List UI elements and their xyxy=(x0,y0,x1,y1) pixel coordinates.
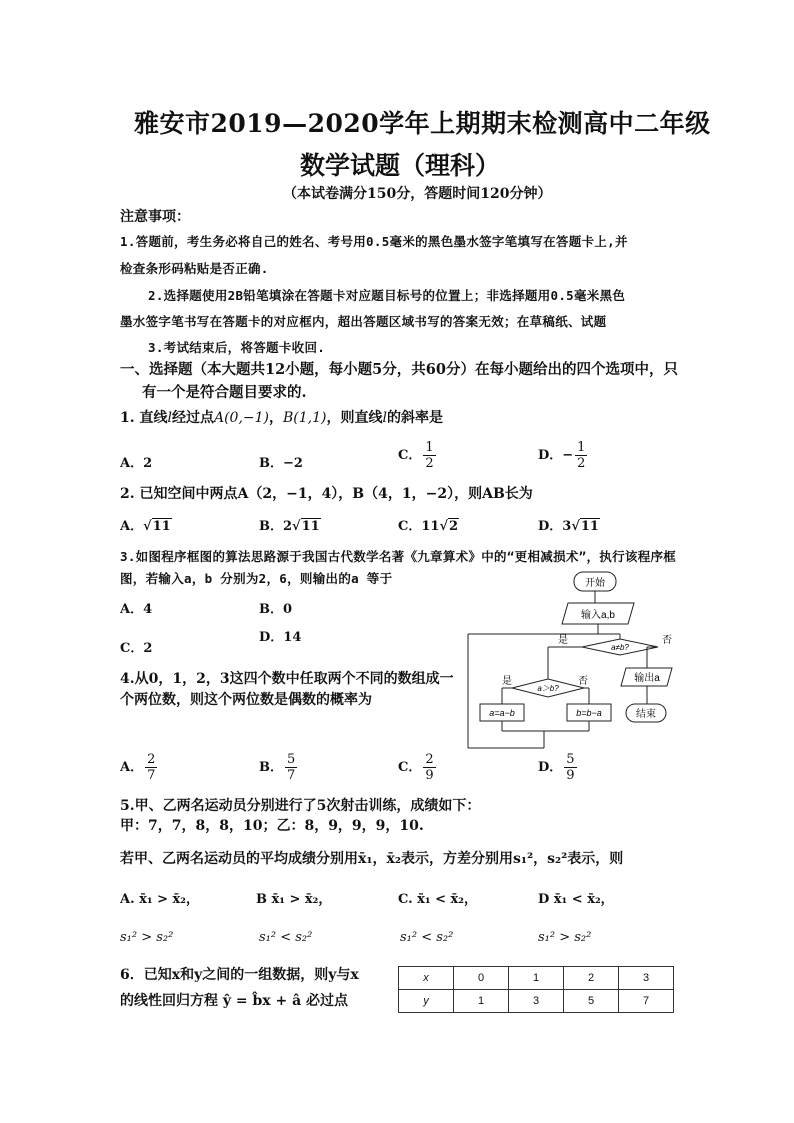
q4-option-a xyxy=(120,752,157,783)
q1-line-var-2: l xyxy=(382,410,387,426)
flowchart-output-label: 输出a xyxy=(634,673,660,684)
question-6-line2: 的线性回归方程 ŷ = b̂x + â 必过点 xyxy=(120,993,349,1009)
numerator: 5 xyxy=(566,752,575,767)
q1-point-b: B(1,1) xyxy=(283,410,327,426)
question-5-line2: 甲：7，7，8，8，10；乙：8，9，9，9，10. xyxy=(120,818,424,834)
q3-option-b: B．0 xyxy=(259,602,293,617)
q1-text-b: 经过点 xyxy=(171,410,214,426)
q2-option-a: A．√11 xyxy=(120,519,171,534)
section1-line1: 一、选择题（本大题共12小题，每小题5分，共60分）在每小题给出的四个选项中，只 xyxy=(120,361,678,378)
q4-option-b-fraction xyxy=(285,752,297,783)
denominator: 9 xyxy=(566,768,575,783)
flowchart-condition-1-label: a≠b? xyxy=(611,643,629,652)
q3-option-a: A．4 xyxy=(120,602,153,617)
q2-option-b: B．2√11 xyxy=(259,519,320,534)
q2-option-c-label: C．11 xyxy=(398,519,440,534)
denominator: 2 xyxy=(577,456,586,471)
q5-option-b: B x̄₁ > x̄₂， xyxy=(256,892,332,907)
q4-option-d xyxy=(538,752,577,783)
q1-option-d-fraction xyxy=(575,440,587,471)
denominator: 9 xyxy=(425,768,434,783)
page-subtitle: 数学试题（理科） xyxy=(300,151,501,180)
notice-item1-line2: 检查条形码粘贴是否正确. xyxy=(120,261,269,276)
question-3-line1: 3.如图程序框图的算法思路源于我国古代数学名著《九章算术》中的“更相减损术”，执行该程序框 xyxy=(120,549,677,564)
exam-info: （本试卷满分150分，答题时间120分钟） xyxy=(283,186,552,202)
q1-option-c-fraction xyxy=(423,440,435,471)
numerator: 1 xyxy=(577,440,586,455)
flowchart-start-label: 开始 xyxy=(585,578,605,589)
table-cell: 5 xyxy=(564,990,619,1013)
q1-option-d-label: D．− xyxy=(538,448,574,463)
question-4-line1: 4.从0，1，2，3这四个数中任取两个不同的数组成一 xyxy=(120,671,454,687)
q1-option-d xyxy=(538,440,587,471)
denominator: 7 xyxy=(287,768,296,783)
numerator: 1 xyxy=(425,440,434,455)
q1-option-a: A．2 xyxy=(120,456,153,471)
q1-point-a: A(0,−1) xyxy=(213,410,270,426)
q2-option-d-label: D．3 xyxy=(538,519,572,534)
notice-item3: 3.考试结束后，将答题卡收回. xyxy=(148,340,326,355)
q3-option-c: C．2 xyxy=(120,641,153,656)
q4-option-a-fraction xyxy=(145,752,157,783)
radicand: 11 xyxy=(301,519,320,534)
denominator: 7 xyxy=(147,768,156,783)
q2-option-a-label: A． xyxy=(120,519,144,534)
flowchart-assign-b-label: b=b−a xyxy=(576,708,602,718)
page-title: 雅安市2019—2020学年上期期末检测高中二年级 xyxy=(134,109,711,138)
radicand: 2 xyxy=(449,519,459,534)
numerator: 5 xyxy=(287,752,296,767)
q4-option-b xyxy=(259,752,297,783)
question-5-line3: 若甲、乙两名运动员的平均成绩分别用x̄₁，x̄₂表示，方差分别用s₁²，s₂²表示，则 xyxy=(120,851,624,867)
q5-option-a-variance: s₁² > s₂² xyxy=(120,930,174,945)
question-1-stem xyxy=(120,407,443,427)
flowchart-input-label: 输入a,b xyxy=(581,610,615,621)
flowchart-yes-1: 是 xyxy=(558,635,568,646)
table-cell: 1 xyxy=(509,967,564,990)
table-row xyxy=(399,990,674,1013)
table-cell: 2 xyxy=(564,967,619,990)
flowchart-no-1: 否 xyxy=(662,635,672,646)
q5-option-b-variance: s₁² < s₂² xyxy=(259,930,313,945)
numerator: 2 xyxy=(425,752,434,767)
q1-sep: ， xyxy=(269,410,284,426)
q5-option-d: D x̄₁ < x̄₂， xyxy=(538,892,614,907)
q2-option-b-label: B．2 xyxy=(259,519,293,534)
flowchart-no-2: 否 xyxy=(578,676,588,687)
xy-data-table xyxy=(398,966,674,1013)
notice-item1-line1: 1.答题前，考生务必将自己的姓名、考号用0.5毫米的黑色墨水签字笔填写在答题卡上,并 xyxy=(120,234,628,249)
q4-option-d-fraction xyxy=(564,752,576,783)
flowchart-assign-a-label: a=a−b xyxy=(489,708,515,718)
denominator: 2 xyxy=(425,456,434,471)
table-cell: 1 xyxy=(454,990,509,1013)
question-6-line1: 6．已知x和y之间的一组数据，则y与x xyxy=(120,967,359,983)
question-3-line2: 图，若输入a，b 分别为2，6，则输出的a 等于 xyxy=(120,571,393,586)
q1-line-var: l xyxy=(167,410,172,426)
q1-option-c-label: C． xyxy=(398,448,422,463)
table-cell: y xyxy=(399,990,454,1013)
numerator: 2 xyxy=(147,752,156,767)
q2-option-c: C．11√2 xyxy=(398,519,459,534)
table-cell: 0 xyxy=(454,967,509,990)
notice-item2-line2: 墨水签字笔书写在答题卡的对应框内，超出答题区域书写的答案无效；在草稿纸、试题 xyxy=(120,314,607,329)
q4-option-b-label: B． xyxy=(259,760,283,775)
question-2-stem: 2. 已知空间中两点A（2，−1，4），B（4，1，−2），则AB长为 xyxy=(120,486,533,502)
question-4-line2: 个两位数，则这个两位数是偶数的概率为 xyxy=(120,692,372,708)
radicand: 11 xyxy=(580,519,599,534)
program-flowchart xyxy=(462,566,692,752)
q4-option-c-label: C． xyxy=(398,760,422,775)
section1-line2: 有一个是符合题目要求的. xyxy=(142,384,307,401)
q1-text-d: 的斜率是 xyxy=(386,410,443,426)
q5-option-d-variance: s₁² > s₂² xyxy=(538,930,592,945)
q1-text-a: 1. 直线 xyxy=(120,410,168,426)
q4-option-a-label: A． xyxy=(120,760,144,775)
q5-option-a: A. x̄₁ > x̄₂， xyxy=(120,892,199,907)
q1-text-c: ，则直线 xyxy=(326,410,383,426)
table-cell: x xyxy=(399,967,454,990)
q3-option-d: D．14 xyxy=(259,630,302,645)
notice-heading: 注意事项： xyxy=(120,209,190,225)
flowchart-end-label: 结束 xyxy=(636,709,656,720)
q4-option-d-label: D． xyxy=(538,760,563,775)
q4-option-c xyxy=(398,752,436,783)
radicand: 11 xyxy=(152,519,171,534)
q4-option-c-fraction xyxy=(423,752,435,783)
flowchart-condition-2-label: a＞b? xyxy=(537,684,559,693)
table-cell: 7 xyxy=(619,990,674,1013)
q2-option-d: D．3√11 xyxy=(538,519,599,534)
q5-option-c: C. x̄₁ < x̄₂， xyxy=(398,892,478,907)
flowchart-yes-2: 是 xyxy=(502,676,512,687)
q1-option-b: B．−2 xyxy=(259,456,303,471)
q1-option-c xyxy=(398,440,436,471)
table-row xyxy=(399,967,674,990)
table-cell: 3 xyxy=(619,967,674,990)
table-cell: 3 xyxy=(509,990,564,1013)
question-5-line1: 5.甲、乙两名运动员分别进行了5次射击训练，成绩如下： xyxy=(120,798,481,814)
notice-item2-line1: 2.选择题使用2B铅笔填涂在答题卡对应题目标号的位置上；非选择题用0.5毫米黑色 xyxy=(148,288,626,303)
q5-option-c-variance: s₁² < s₂² xyxy=(400,930,454,945)
